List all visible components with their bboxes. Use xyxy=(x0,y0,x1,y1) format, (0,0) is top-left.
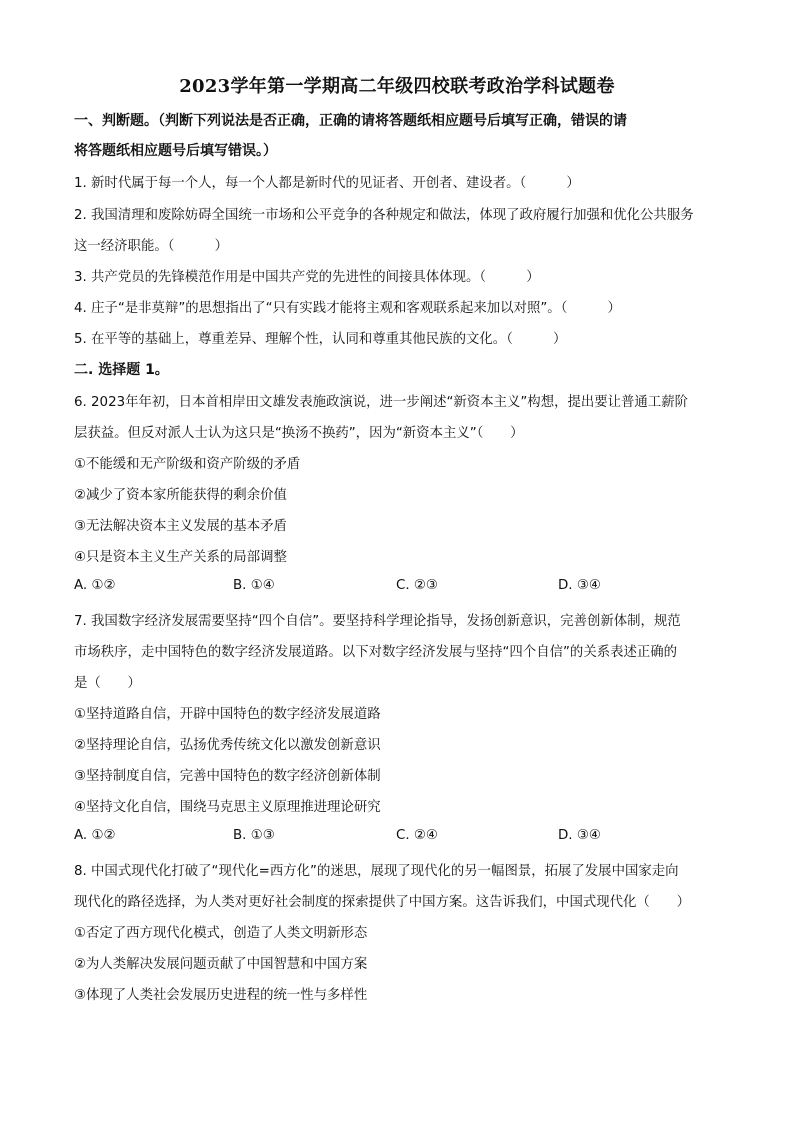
section1-heading-line1: 一、判断题。（判断下列说法是否正确，正确的请将答题纸相应题号后填写正确，错误的请 xyxy=(74,113,627,129)
q6-statement-3: ③无法解决资本主义发展的基本矛盾 xyxy=(74,519,287,534)
judge-item-3: 3. 共产党员的先锋模范作用是中国共产党的先进性的间接具体体现。（ ） xyxy=(74,270,540,285)
judge-item-5: 5. 在平等的基础上，尊重差异、理解个性，认同和尊重其他民族的文化。（ ） xyxy=(74,332,567,347)
q7-option-a: A. ①② xyxy=(74,828,116,843)
q7-statement-4: ④坚持文化自信，围绕马克思主义原理推进理论研究 xyxy=(74,800,381,815)
judge-item-4: 4. 庄子“是非莫辩”的思想指出了“只有实践才能将主观和客观联系起来加以对照”。（ ） xyxy=(74,301,621,316)
judge-item-2: 2. 我国清理和废除妨碍全国统一市场和公平竞争的各种规定和做法，体现了政府履行加强和优化公共服务 xyxy=(74,208,694,223)
q6-statement-1: ①不能缓和无产阶级和资产阶级的矛盾 xyxy=(74,457,301,472)
q8-statement-2: ②为人类解决发展问题贡献了中国智慧和中国方案 xyxy=(74,957,368,972)
q6-option-d: D. ③④ xyxy=(558,578,601,593)
q7-option-c: C. ②④ xyxy=(396,828,438,843)
q6-option-a: A. ①② xyxy=(74,578,116,593)
q8-stem-line2: 现代化的路径选择，为人类对更好社会制度的探索提供了中国方案。这告诉我们，中国式现代化（ ） xyxy=(74,895,690,910)
section2-heading: 二. 选择题 1。 xyxy=(74,362,169,378)
q7-option-b: B. ①③ xyxy=(233,828,275,843)
q7-stem-line3: 是（ ） xyxy=(74,676,141,691)
judge-item-1: 1. 新时代属于每一个人，每一个人都是新时代的见证者、开创者、建设者。（ ） xyxy=(74,176,580,191)
q7-statement-3: ③坚持制度自信，完善中国特色的数字经济创新体制 xyxy=(74,769,381,784)
q8-statement-1: ①否定了西方现代化模式，创造了人类文明新形态 xyxy=(74,926,368,941)
judge-item-2-cont: 这一经济职能。（ ） xyxy=(74,239,228,254)
q7-statement-1: ①坚持道路自信，开辟中国特色的数字经济发展道路 xyxy=(74,707,381,722)
q8-statement-3: ③体现了人类社会发展历史进程的统一性与多样性 xyxy=(74,988,368,1003)
q8-stem-line1: 8. 中国式现代化打破了“现代化=西方化”的迷思，展现了现代化的另一幅图景，拓展了发展中国家走向 xyxy=(74,864,679,879)
q6-statement-4: ④只是资本主义生产关系的局部调整 xyxy=(74,550,287,565)
q6-statement-2: ②减少了资本家所能获得的剩余价值 xyxy=(74,488,287,503)
q6-stem-line1: 6. 2023年年初，日本首相岸田文雄发表施政演说，进一步阐述“新资本主义”构想，提出要让普通工薪阶 xyxy=(74,395,688,410)
q7-option-d: D. ③④ xyxy=(558,828,601,843)
q6-option-b: B. ①④ xyxy=(233,578,275,593)
q6-option-c: C. ②③ xyxy=(396,578,438,593)
q6-stem-line2: 层获益。但反对派人士认为这只是“换汤不换药”，因为“新资本主义”（ ） xyxy=(74,426,524,441)
q7-stem-line2: 市场秩序，走中国特色的数字经济发展道路。以下对数字经济发展与坚持“四个自信”的关系表述正确的 xyxy=(74,645,678,660)
q7-statement-2: ②坚持理论自信，弘扬优秀传统文化以激发创新意识 xyxy=(74,738,381,753)
q7-stem-line1: 7. 我国数字经济发展需要坚持“四个自信”。要坚持科学理论指导，发扬创新意识，完善创新体制，规范 xyxy=(74,614,681,629)
section1-heading-line2: 将答题纸相应题号后填写错误。） xyxy=(74,143,277,159)
exam-title: 2023学年第一学期高二年级四校联考政治学科试题卷 xyxy=(179,76,615,97)
